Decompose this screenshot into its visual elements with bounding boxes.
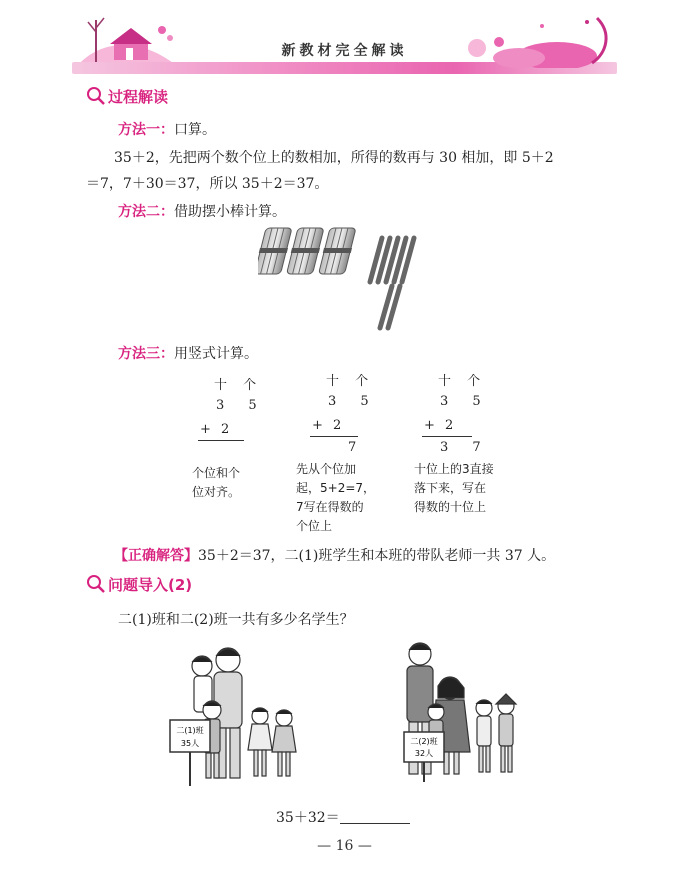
equation — [276, 806, 410, 830]
equation-text: 35＋32＝ — [276, 810, 340, 826]
page-header — [72, 0, 617, 82]
method-label: 方法三： — [118, 346, 174, 362]
note — [296, 460, 400, 536]
column-header: 十 个 — [438, 374, 487, 389]
section-title: 过程解读 — [108, 88, 169, 106]
addend: + 2 — [424, 418, 457, 433]
single-sticks-icon — [370, 238, 414, 328]
note-line: 起，5+2=7， — [296, 481, 376, 495]
note-line: 十位上的3直接 — [414, 462, 494, 476]
column-header: 十 个 — [326, 374, 375, 389]
method-2 — [118, 200, 286, 224]
note-line: 个位上 — [296, 519, 333, 533]
sum-line — [422, 436, 472, 437]
header-title: 新教材完全解读 — [281, 43, 408, 59]
addend: 3 5 — [216, 398, 267, 413]
correct-answer — [114, 544, 674, 568]
method-label: 方法一： — [118, 122, 174, 138]
method-text: 用竖式计算。 — [174, 346, 258, 362]
addend: 3 5 — [328, 394, 379, 409]
answer-label: 【正确解答】 — [114, 548, 198, 564]
stick-bundle-icon — [318, 228, 357, 274]
addend: 3 5 — [440, 394, 491, 409]
sign-count-label: 35人 — [180, 739, 200, 748]
magnifier-icon — [86, 86, 106, 106]
section-heading-question — [86, 574, 192, 595]
method-1 — [118, 118, 216, 142]
note — [414, 460, 520, 517]
vertical-calc-1 — [186, 368, 276, 528]
stick-bundle-icon — [286, 228, 325, 274]
magnifier-icon — [86, 574, 106, 594]
method-1-line: 35＋2，先把两个数个位上的数相加，所得的数再与 30 相加，即 5＋2 — [114, 150, 554, 166]
answer-blank[interactable] — [340, 810, 410, 824]
vertical-calc-2 — [290, 368, 400, 538]
sign-class-label: 二(1)班 — [176, 726, 204, 735]
answer-text: 35＋2＝37，二(1)班学生和本班的带队老师一共 37 人。 — [198, 548, 556, 564]
note — [192, 464, 272, 502]
vertical-calc-3 — [410, 368, 520, 528]
question-text: 二(1)班和二(2)班一共有多少名学生？ — [118, 612, 354, 628]
sum-line — [310, 436, 358, 437]
sign-count-label: 32人 — [414, 749, 434, 758]
sum-line — [198, 440, 244, 441]
counting-sticks-illustration — [258, 224, 422, 332]
note-line: 先从个位加 — [296, 462, 357, 476]
result: 7 — [348, 440, 367, 455]
bubbles-decoration-icon — [447, 8, 617, 68]
note-line: 得数的十位上 — [414, 500, 487, 514]
section-title: 问题导入(2) — [108, 576, 193, 594]
addend: + 2 — [200, 422, 233, 437]
note-line: 7写在得数的 — [296, 500, 364, 514]
addend: + 2 — [312, 418, 345, 433]
class-1-group-illustration — [168, 640, 318, 790]
method-label: 方法二： — [118, 204, 174, 220]
method-text: 口算。 — [174, 122, 216, 138]
page-number: — 16 — — [317, 838, 372, 854]
note-line: 个位和个 — [192, 466, 241, 480]
result: 3 7 — [440, 440, 491, 455]
method-3 — [118, 342, 258, 366]
class-2-group-illustration — [396, 636, 526, 786]
method-1-line: ＝7，7＋30＝37，所以 35＋2＝37。 — [86, 176, 329, 192]
stick-bundle-icon — [258, 228, 293, 274]
note-line: 落下来，写在 — [414, 481, 487, 495]
section-heading-process — [86, 86, 168, 107]
sign-class-label: 二(2)班 — [410, 737, 438, 746]
note-line: 位对齐。 — [192, 485, 241, 499]
method-text: 借助摆小棒计算。 — [174, 204, 286, 220]
column-header: 十 个 — [214, 378, 263, 393]
